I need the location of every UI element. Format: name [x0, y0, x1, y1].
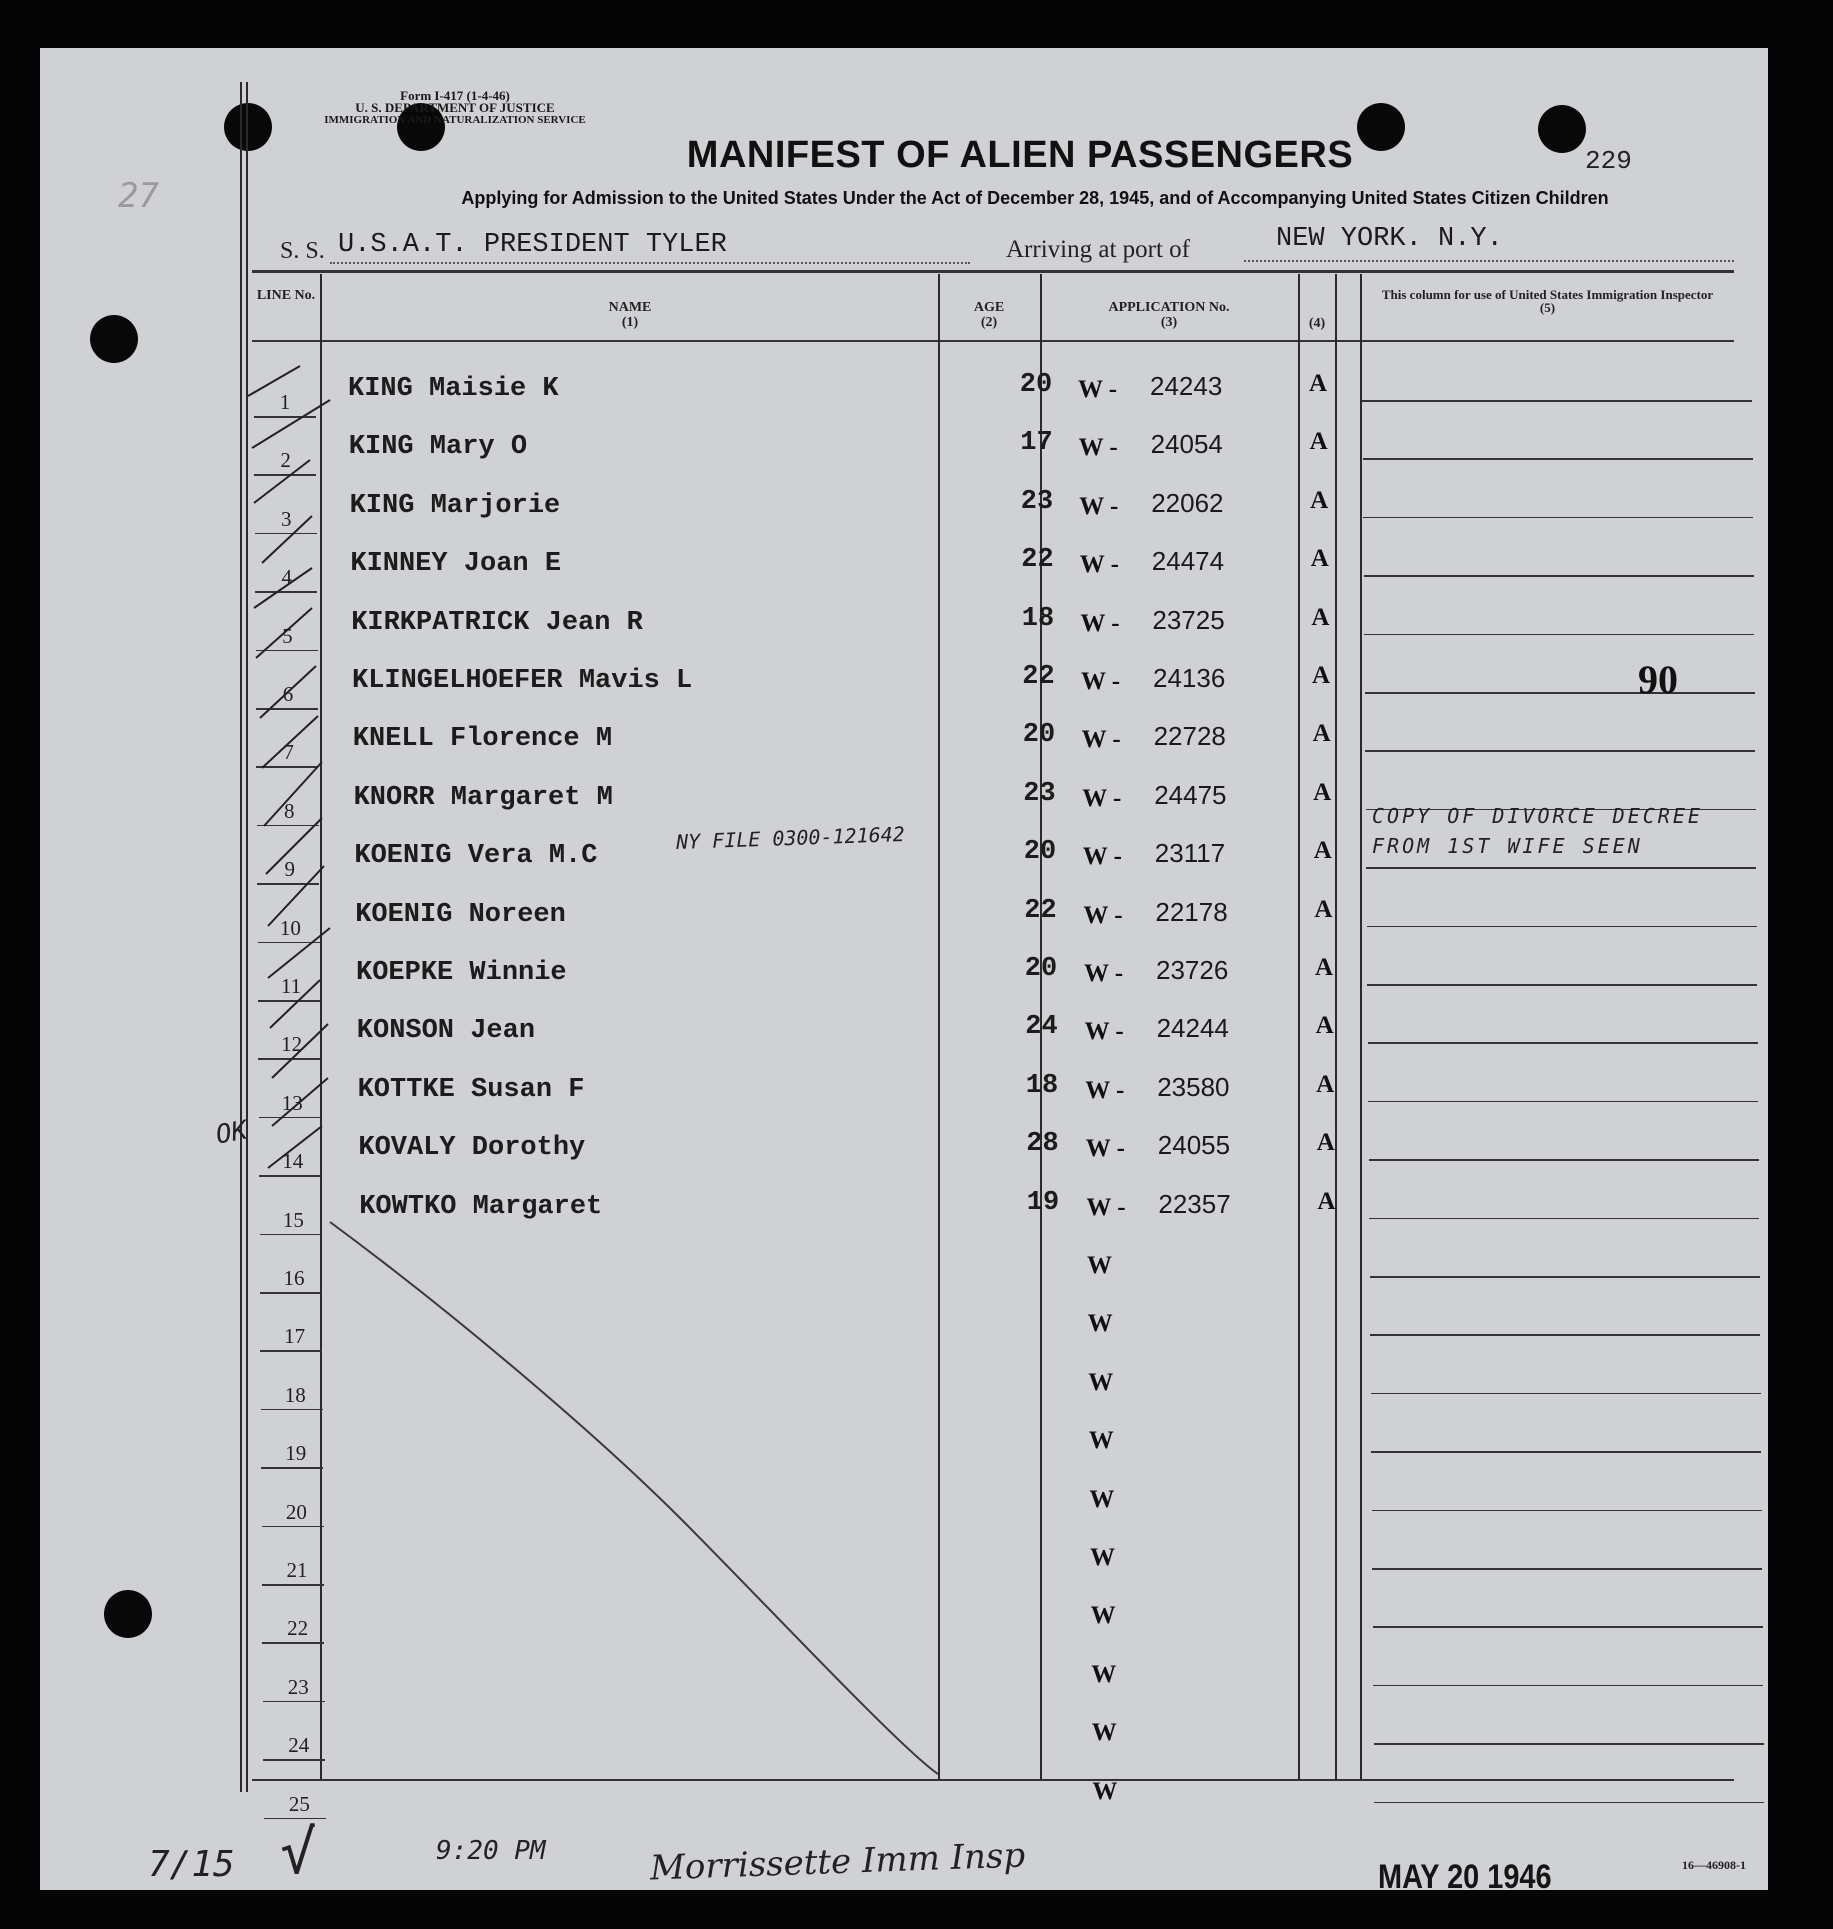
line-number: 1 — [279, 390, 291, 414]
department: U. S. DEPARTMENT OF JUSTICE — [355, 100, 555, 115]
col-head-age-no: (2) — [980, 315, 998, 330]
application-prefix: W - — [1081, 726, 1121, 754]
application-number: 23580 — [1157, 1071, 1230, 1102]
admission-status: A — [1315, 1012, 1334, 1040]
application-prefix: W - — [1082, 784, 1122, 812]
application-prefix: W — [1090, 1544, 1115, 1571]
application-number: 24243 — [1150, 371, 1223, 401]
passenger-age: 20 — [1019, 370, 1053, 400]
line-number: 17 — [284, 1324, 306, 1349]
line-number: 8 — [283, 798, 295, 823]
col-head-age-text: AGE — [973, 300, 1005, 315]
application-prefix: W - — [1081, 668, 1121, 695]
line-number: 3 — [280, 506, 292, 531]
line-number: 18 — [284, 1382, 306, 1407]
application-prefix: W — [1090, 1602, 1116, 1630]
date-stamp: MAY 20 1946 — [1378, 1858, 1552, 1896]
application-number: 24474 — [1151, 546, 1225, 577]
application-number: 24475 — [1154, 779, 1227, 810]
passenger-age: 20 — [1022, 720, 1056, 751]
admission-status: A — [1311, 662, 1331, 689]
col-head-inspector-no: (5) — [1539, 300, 1556, 315]
arrival-time: 9:20 PM — [436, 1836, 546, 1866]
col-head-line-text: LINE No. — [256, 288, 316, 303]
passenger-age: 19 — [1026, 1187, 1060, 1218]
application-number: 24244 — [1156, 1013, 1229, 1044]
col-head-name-text: NAME — [608, 300, 652, 315]
passenger-name: KNELL Florence M — [352, 724, 613, 755]
line-number: 22 — [287, 1616, 309, 1641]
application-number: 24054 — [1150, 429, 1223, 460]
service: IMMIGRATION AND NATURALIZATION SERVICE — [324, 114, 586, 126]
line-number: 23 — [287, 1674, 309, 1699]
passenger-age: 18 — [1025, 1070, 1059, 1101]
passenger-name: KOVALY Dorothy — [358, 1133, 586, 1164]
passenger-name: KIRKPATRICK Jean R — [351, 607, 643, 638]
application-number: 22178 — [1155, 896, 1228, 927]
passenger-age: 28 — [1026, 1129, 1059, 1160]
application-prefix: W — [1087, 1310, 1113, 1338]
passenger-age: 20 — [1023, 837, 1057, 868]
passenger-age: 24 — [1025, 1012, 1058, 1043]
line-number: 14 — [282, 1149, 304, 1174]
inspector-signature: Morrissette Imm Insp — [649, 1835, 1026, 1889]
col-head-name-no: (1) — [621, 315, 639, 330]
passenger-count: 90 — [1638, 657, 1678, 702]
passenger-age: 18 — [1021, 603, 1055, 634]
passenger-name: KNORR Margaret M — [353, 782, 613, 813]
admission-status: A — [1316, 1129, 1335, 1157]
application-number: 23117 — [1154, 838, 1226, 869]
check-tick: √ — [280, 1818, 317, 1888]
line-number: 9 — [284, 857, 296, 882]
ship-label: S. S. — [280, 238, 325, 264]
application-prefix: W - — [1085, 1076, 1125, 1104]
passenger-name: KING Maisie K — [348, 374, 559, 404]
col-head-application-text: APPLICATION No. — [1108, 300, 1230, 315]
admission-status: A — [1309, 428, 1328, 456]
admission-status: A — [1312, 720, 1331, 748]
application-number: 22357 — [1158, 1188, 1231, 1219]
manifest-subtitle: Applying for Admission to the United States Under the Act of December 28, 1945, and of Accompanying United States Citizen Children — [461, 188, 1609, 208]
application-prefix: W - — [1079, 492, 1119, 520]
application-prefix: W - — [1079, 551, 1119, 579]
application-number: 24055 — [1157, 1130, 1231, 1161]
check-marks — [40, 48, 1768, 1890]
passenger-name: KING Marjorie — [349, 490, 561, 521]
admission-status: A — [1314, 954, 1334, 981]
line-number: 2 — [280, 448, 291, 473]
application-number: 22728 — [1153, 721, 1226, 752]
admission-status: A — [1313, 778, 1332, 806]
application-prefix: W - — [1082, 843, 1122, 871]
line-number: 5 — [282, 623, 293, 648]
ship-name: U.S.A.T. PRESIDENT TYLER — [338, 230, 727, 260]
line-number: 6 — [282, 682, 294, 706]
passenger-name: KING Mary O — [348, 432, 528, 463]
application-number: 23725 — [1152, 604, 1225, 635]
passenger-age: 22 — [1024, 895, 1057, 926]
line-number: 21 — [286, 1558, 308, 1582]
form-number: Form I-417 (1-4-46) — [400, 88, 510, 103]
passenger-name: KINNEY Joan E — [350, 549, 562, 580]
passenger-name: KOENIG Vera M.C — [354, 841, 598, 872]
line-number: 11 — [280, 974, 302, 998]
manifest-sheet — [40, 48, 1768, 1896]
inspector-note-line-1: COPY OF DIVORCE DECREE — [1372, 804, 1703, 828]
application-prefix: W - — [1083, 901, 1123, 929]
passenger-name: KONSON Jean — [356, 1016, 536, 1047]
application-number: 23726 — [1156, 955, 1229, 985]
application-prefix: W - — [1084, 960, 1124, 987]
passenger-age: 22 — [1022, 662, 1055, 692]
admission-status: A — [1310, 545, 1329, 573]
line-number: 19 — [285, 1441, 307, 1466]
passenger-age: 17 — [1020, 428, 1053, 459]
col-head-inspector-text: This column for use of United States Immigration Inspector — [1381, 287, 1714, 302]
admission-status: A — [1313, 837, 1332, 865]
admission-status: A — [1308, 370, 1328, 397]
application-prefix: W - — [1080, 609, 1120, 637]
col-head-4-no: (4) — [1308, 316, 1326, 331]
line-number: 4 — [281, 565, 293, 590]
line-number: 7 — [283, 740, 294, 765]
admission-status: A — [1316, 1070, 1335, 1098]
application-prefix: W - — [1078, 434, 1118, 462]
line-number: 16 — [283, 1266, 305, 1290]
ny-file-note: NY FILE 0300-121642 — [675, 822, 906, 854]
passenger-age: 22 — [1021, 545, 1054, 576]
inspector-note-line-2: FROM 1ST WIFE SEEN — [1372, 834, 1643, 858]
application-prefix: W — [1088, 1427, 1114, 1455]
application-prefix: W — [1088, 1368, 1114, 1396]
application-prefix: W — [1087, 1252, 1112, 1279]
application-prefix: W — [1091, 1660, 1117, 1688]
port-name: NEW YORK. N.Y. — [1276, 224, 1503, 254]
line-number: 20 — [285, 1499, 307, 1524]
application-prefix: W - — [1086, 1193, 1126, 1221]
line-number: 25 — [288, 1791, 310, 1816]
application-number: 24136 — [1153, 663, 1226, 693]
passenger-name: KOEPKE Winnie — [356, 958, 567, 988]
application-prefix: W - — [1084, 1018, 1124, 1046]
ok-mark: OK — [213, 1115, 250, 1151]
passenger-name: KOWTKO Margaret — [359, 1191, 603, 1222]
passenger-age: 20 — [1024, 954, 1058, 984]
passenger-age: 23 — [1020, 486, 1054, 517]
line-number: 24 — [288, 1733, 310, 1758]
col-head-application-no: (3) — [1160, 315, 1178, 330]
line-number: 13 — [281, 1090, 303, 1115]
application-prefix: W — [1092, 1777, 1118, 1805]
line-number: 10 — [279, 915, 301, 940]
application-prefix: W - — [1085, 1135, 1125, 1163]
application-prefix: W - — [1078, 376, 1118, 403]
application-prefix: W — [1091, 1719, 1117, 1747]
admission-status: A — [1314, 895, 1333, 923]
passenger-name: KOENIG Noreen — [355, 899, 566, 930]
margin-number: 27 — [118, 176, 159, 216]
line-number: 12 — [281, 1032, 303, 1057]
manifest-title: MANIFEST OF ALIEN PASSENGERS — [686, 134, 1354, 176]
port-label: Arriving at port of — [1006, 236, 1190, 263]
application-prefix: W — [1089, 1485, 1115, 1513]
page-number: 229 — [1585, 146, 1632, 176]
admission-status: A — [1310, 486, 1329, 514]
print-code: 16—46908-1 — [1682, 1858, 1746, 1872]
passenger-name: KOTTKE Susan F — [357, 1074, 585, 1105]
passenger-name: KLINGELHOEFER Mavis L — [352, 666, 693, 696]
application-number: 22062 — [1151, 487, 1224, 518]
passenger-age: 23 — [1023, 778, 1056, 809]
admission-status: A — [1311, 603, 1330, 631]
tally-mark: 7/15 — [148, 1844, 235, 1885]
line-number: 15 — [282, 1207, 304, 1232]
admission-status: A — [1317, 1187, 1336, 1215]
